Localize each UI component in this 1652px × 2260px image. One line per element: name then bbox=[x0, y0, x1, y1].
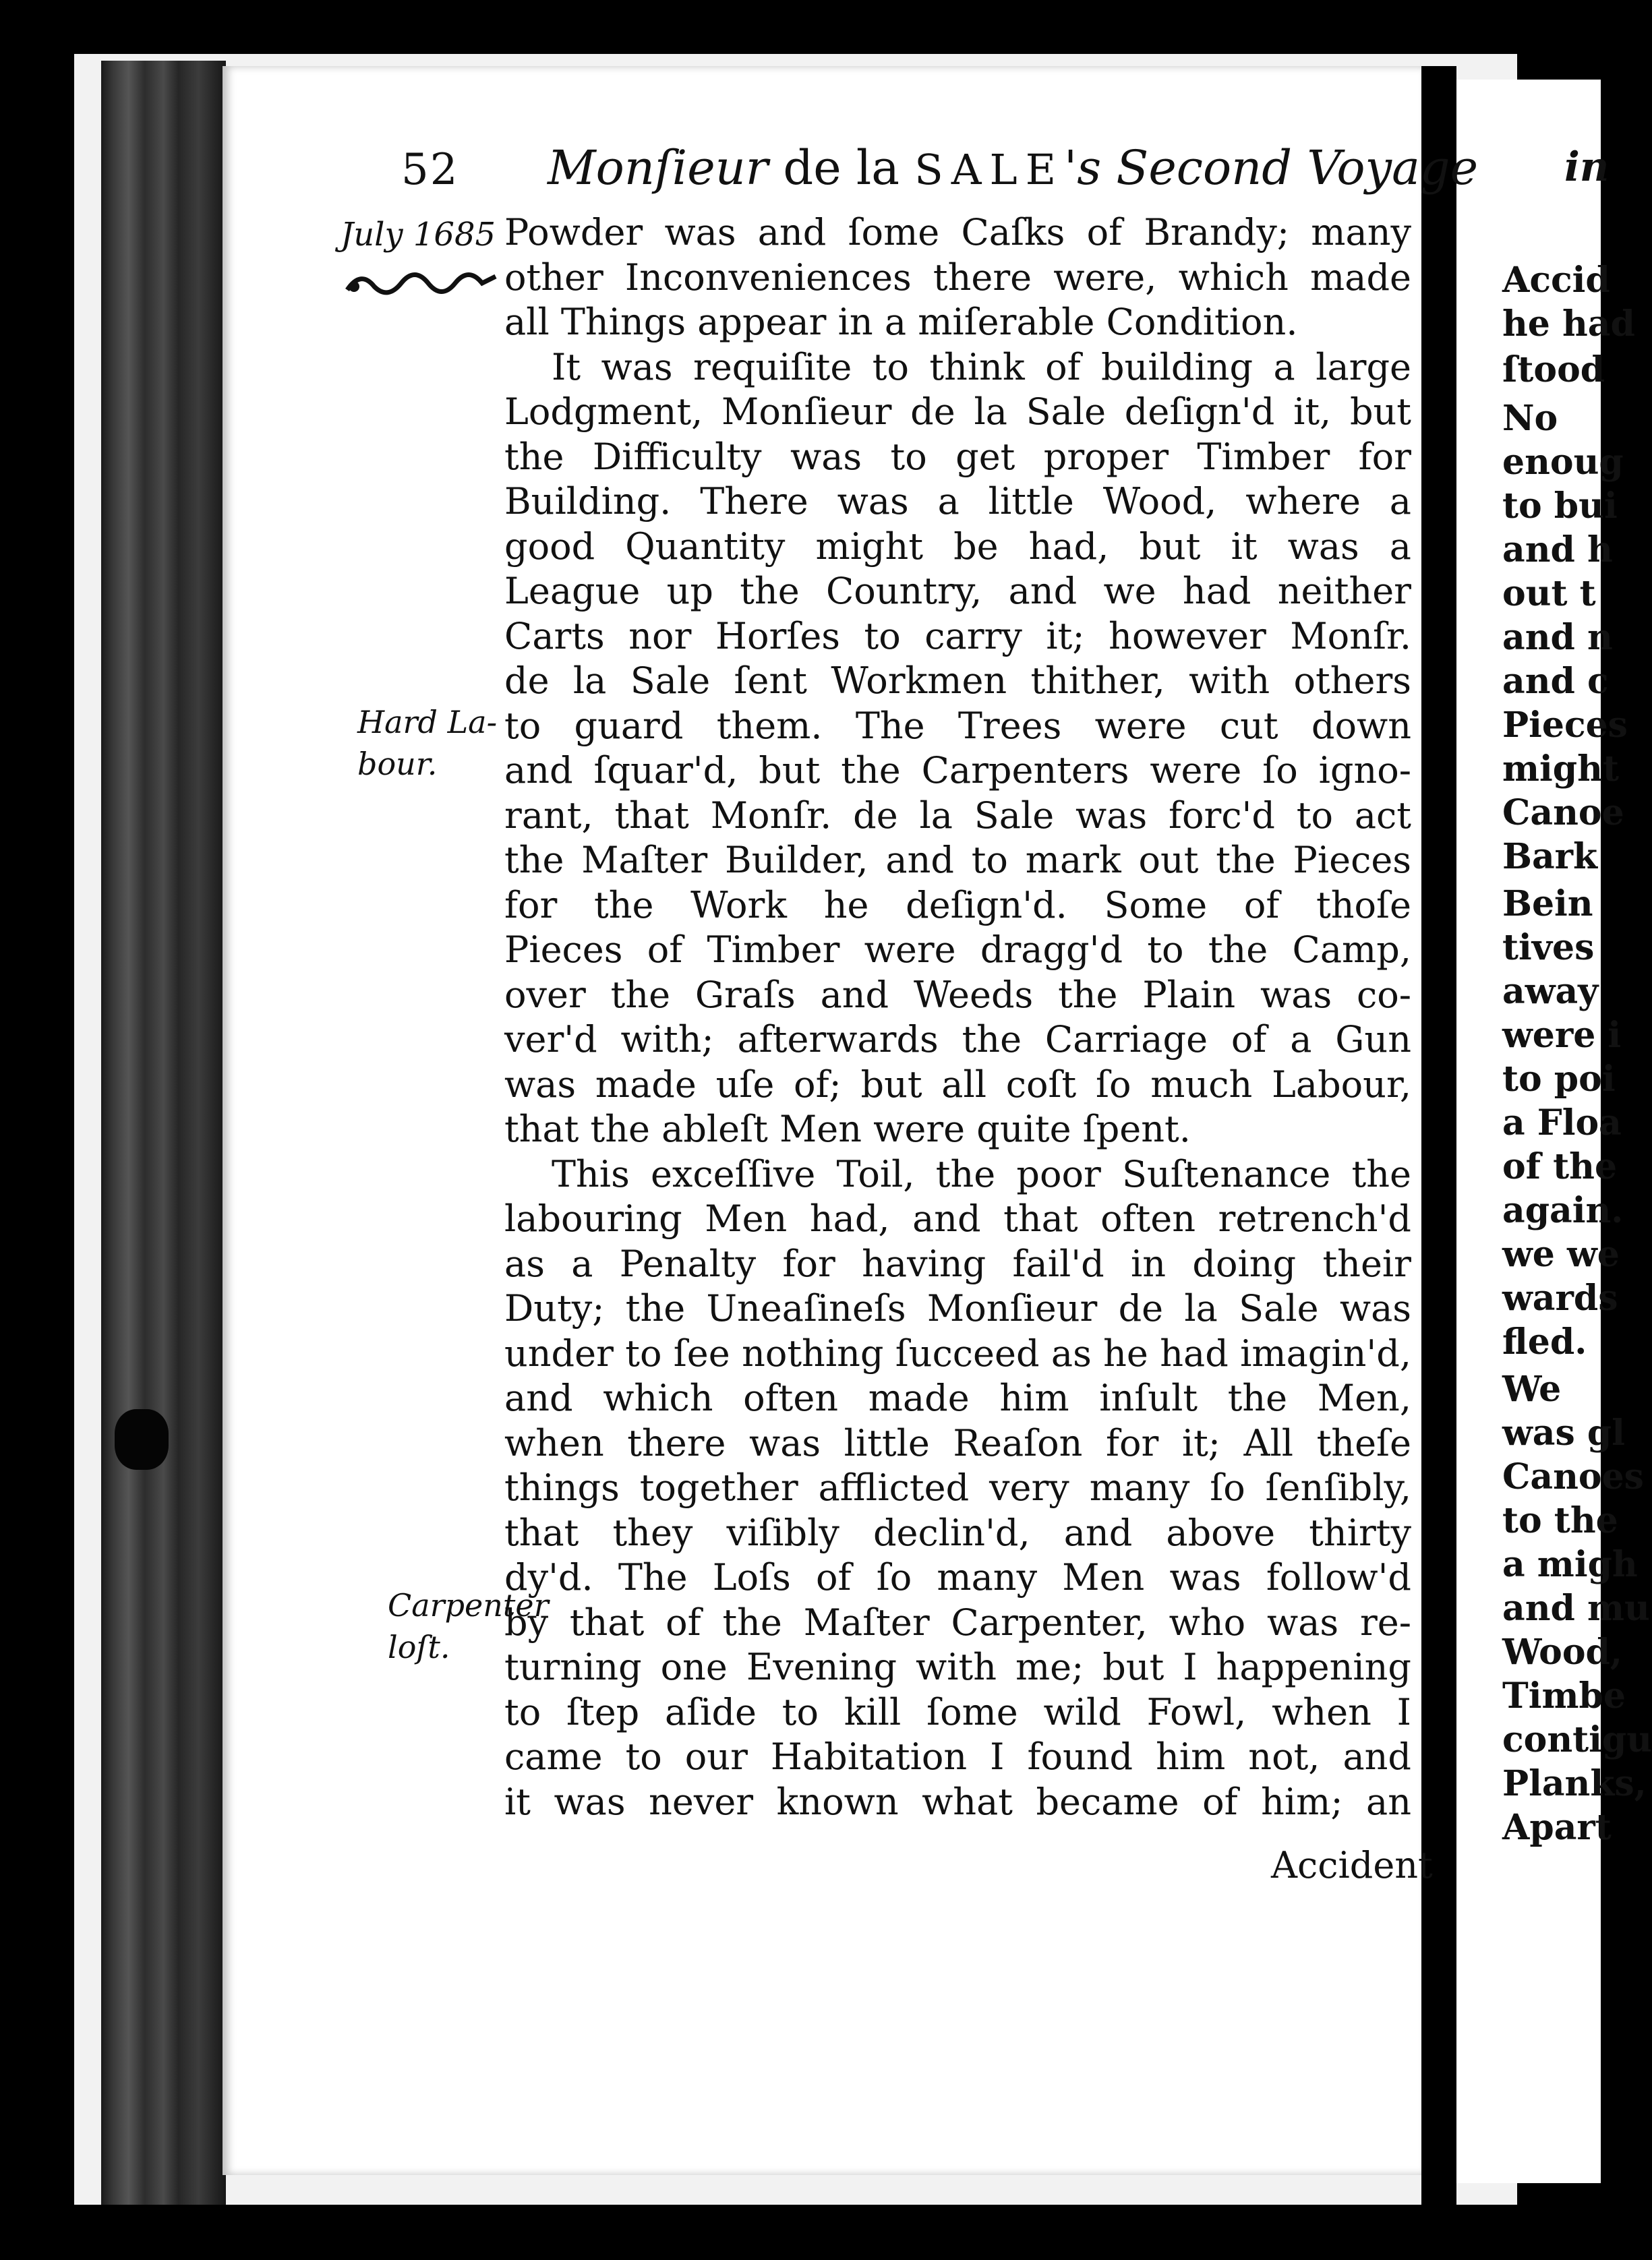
title-part: 's Second Voyage bbox=[1063, 140, 1479, 196]
next-page-line: We bbox=[1502, 1369, 1562, 1410]
margin-note-line: loſt. bbox=[388, 1629, 450, 1665]
text-line: that the ableſt Men were quite ſpent. bbox=[504, 1108, 1191, 1150]
right-page-fragment bbox=[1456, 80, 1652, 2183]
text-line: to ſtep aſide to kill ſome wild Fowl, when I bbox=[504, 1690, 1411, 1733]
book-spine bbox=[101, 61, 226, 2205]
text-line: good Quantity might be had, but it was a bbox=[504, 525, 1411, 568]
margin-note-line: bour. bbox=[357, 746, 438, 782]
text-line: Carts nor Horſes to carry it; however Monſr. bbox=[504, 614, 1411, 657]
next-page-line: and n bbox=[1502, 617, 1613, 658]
next-page-line: Planks, bbox=[1502, 1763, 1647, 1804]
next-page-line: and mu bbox=[1502, 1588, 1650, 1629]
next-page-line: Bein bbox=[1502, 883, 1593, 924]
title-part: Monſieur bbox=[548, 140, 784, 196]
text-line: Lodgment, Monſieur de la Sale deſign'd it, but bbox=[504, 390, 1411, 433]
next-page-line: Canoe bbox=[1502, 792, 1624, 833]
text-line: This exceſſive Toil, the poor Suſtenance the bbox=[552, 1152, 1411, 1195]
catchword: Accident bbox=[1271, 1844, 1433, 1886]
next-page-line: Bark bbox=[1502, 836, 1598, 877]
text-line: came to our Habitation I found him not, and bbox=[504, 1735, 1411, 1778]
text-line: turning one Evening with me; but I happening bbox=[504, 1646, 1411, 1688]
text-line: rant, that Monſr. de la Sale was forc'd to act bbox=[504, 794, 1411, 837]
text-line: other Inconveniences there were, which made bbox=[504, 256, 1411, 299]
next-page-line: Timbe bbox=[1502, 1675, 1626, 1717]
margin-note-line: Hard La- bbox=[357, 704, 498, 740]
page-gutter bbox=[1421, 66, 1456, 2210]
text-line: to guard them. The Trees were cut down bbox=[504, 704, 1411, 747]
next-page-line: he had bbox=[1502, 303, 1635, 345]
next-page-running-head: in bbox=[1564, 144, 1610, 191]
text-line: de la Sale ſent Workmen thither, with others bbox=[504, 659, 1411, 702]
next-page-line: to poi bbox=[1502, 1059, 1616, 1100]
next-page-line: to bui bbox=[1502, 485, 1618, 527]
text-line: it was never known what became of him; an bbox=[504, 1780, 1411, 1823]
next-page-line: tives bbox=[1502, 927, 1595, 968]
next-page-line: a Floa bbox=[1502, 1102, 1622, 1143]
text-line: things together afflicted very many ſo ſenſibly, bbox=[504, 1466, 1411, 1509]
next-page-line: Accid bbox=[1502, 260, 1610, 301]
next-page-line: were i bbox=[1502, 1015, 1622, 1056]
next-page-line: and h bbox=[1502, 529, 1613, 570]
text-line: as a Penalty for having fail'd in doing their bbox=[504, 1242, 1411, 1285]
margin-note-hard-labour bbox=[357, 701, 497, 785]
text-line: Powder was and ſome Caſks of Brandy; many bbox=[504, 211, 1411, 254]
title-part: SALE bbox=[914, 145, 1064, 194]
text-line: and ſquar'd, but the Carpenters were ſo igno- bbox=[504, 749, 1411, 792]
text-line: over the Graſs and Weeds the Plain was co- bbox=[504, 973, 1411, 1016]
text-line: dy'd. The Loſs of ſo many Men was follow'd bbox=[504, 1556, 1411, 1599]
text-line: for the Work he deſign'd. Some of thoſe bbox=[504, 883, 1411, 926]
next-page-line: out t bbox=[1502, 573, 1596, 614]
next-page-line: enoug bbox=[1502, 442, 1624, 483]
next-page-line: wards bbox=[1502, 1278, 1618, 1319]
next-page-line: Pieces bbox=[1502, 705, 1628, 746]
next-page-line: again. bbox=[1502, 1190, 1624, 1231]
binding-mark bbox=[115, 1409, 169, 1470]
next-page-line: might bbox=[1502, 748, 1619, 790]
margin-date: July 1685 bbox=[341, 216, 496, 254]
page-number: 52 bbox=[401, 145, 459, 195]
text-line: by that of the Maſter Carpenter, who was re- bbox=[504, 1601, 1411, 1644]
text-line: League up the Country, and we had neither bbox=[504, 570, 1411, 612]
text-line: and which often made him inſult the Men, bbox=[504, 1377, 1411, 1419]
text-line: all Things appear in a miſerable Condition. bbox=[504, 301, 1298, 343]
text-line: was made uſe of; but all coſt ſo much Labour, bbox=[504, 1063, 1411, 1106]
next-page-line: to the bbox=[1502, 1500, 1618, 1541]
next-page-line: away bbox=[1502, 971, 1599, 1012]
next-page-line: we we bbox=[1502, 1234, 1620, 1275]
ornament-icon bbox=[344, 263, 499, 303]
text-line: It was requiſite to think of building a large bbox=[552, 345, 1411, 388]
next-page-line: Canoes bbox=[1502, 1456, 1644, 1497]
next-page-line: of the bbox=[1502, 1146, 1618, 1187]
next-page-line: Apart bbox=[1502, 1807, 1612, 1848]
text-line: Building. There was a little Wood, where a bbox=[504, 480, 1411, 523]
next-page-line: contigu bbox=[1502, 1719, 1652, 1760]
body-text bbox=[504, 210, 1418, 1824]
text-line: labouring Men had, and that often retrench'd bbox=[504, 1197, 1411, 1240]
text-line: Pieces of Timber were dragg'd to the Camp, bbox=[504, 928, 1411, 971]
next-page-line: fled. bbox=[1502, 1321, 1587, 1363]
title-part: de la bbox=[783, 140, 915, 196]
next-page-line: Wood, bbox=[1502, 1632, 1622, 1673]
text-line: under to ſee nothing ſucceed as he had imagin'd, bbox=[504, 1332, 1411, 1375]
text-line: when there was little Reaſon for it; All theſe bbox=[504, 1421, 1411, 1464]
text-line: the Maſter Builder, and to mark out the Pieces bbox=[504, 839, 1411, 881]
next-page-line: a migh bbox=[1502, 1544, 1638, 1585]
text-line: the Difficulty was to get proper Timber for bbox=[504, 435, 1411, 478]
next-page-line: was gl bbox=[1502, 1412, 1625, 1454]
text-line: that they viſibly declin'd, and above thirty bbox=[504, 1511, 1411, 1554]
running-head-title bbox=[548, 140, 1478, 196]
next-page-line: ſtood bbox=[1502, 349, 1605, 390]
text-line: Duty; the Uneaſineſs Monſieur de la Sale was bbox=[504, 1287, 1411, 1330]
margin-note-line: Carpenter bbox=[388, 1587, 549, 1624]
next-page-line: and c bbox=[1502, 661, 1609, 702]
next-page-line: No bbox=[1502, 398, 1558, 439]
text-line: ver'd with; afterwards the Carriage of a Gun bbox=[504, 1018, 1411, 1061]
